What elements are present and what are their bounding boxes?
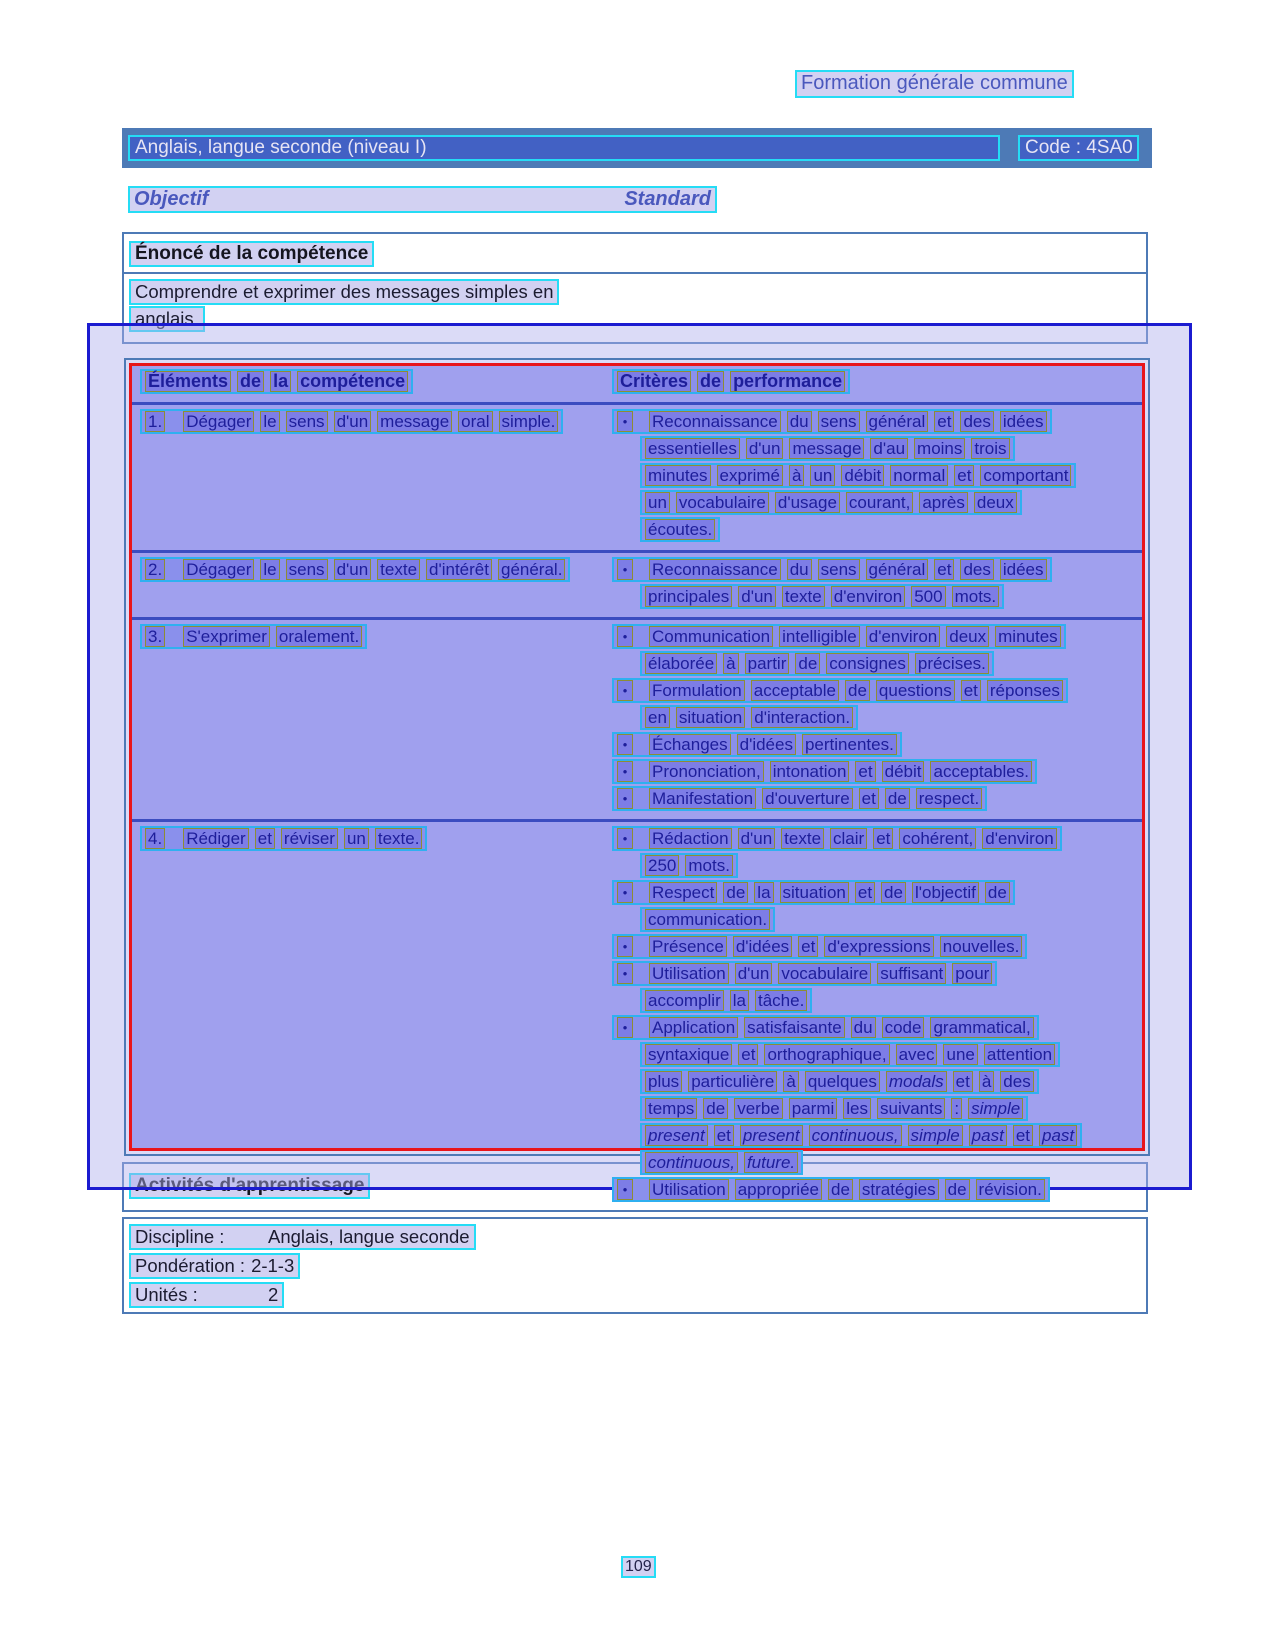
ocr-word: d'environ (982, 828, 1056, 849)
objectif-heading: Objectif (134, 188, 209, 210)
activites-field-row (129, 1224, 1141, 1250)
ocr-word: de (985, 882, 1010, 903)
enonce-line-row (129, 279, 1141, 306)
ocr-word: nouvelles. (940, 936, 1023, 957)
criteria-line (612, 624, 1066, 649)
activites-detail-box (122, 1217, 1148, 1314)
ocr-word: Dégager (183, 411, 254, 432)
ocr-word: syntaxique (645, 1044, 732, 1065)
course-code: Code : 4SA0 (1018, 135, 1139, 161)
ocr-word: Formulation (649, 680, 745, 701)
ocr-word: acceptables. (930, 761, 1031, 782)
criteria-line (640, 1123, 1082, 1148)
ocr-word: à (789, 465, 804, 486)
ocr-word: et (934, 559, 954, 580)
bullet-icon: • (617, 936, 633, 957)
ocr-word: performance (730, 371, 845, 392)
criteria-line (612, 880, 1015, 905)
ocr-word: quelques (805, 1071, 880, 1092)
ocr-word: suffisant (877, 963, 946, 984)
ocr-word: Application (649, 1017, 738, 1038)
ocr-word: en (645, 707, 670, 728)
ocr-word: Reconnaissance (649, 559, 781, 580)
ocr-word: temps (645, 1098, 697, 1119)
ocr-word: Présence (649, 936, 727, 957)
ocr-word: moins (914, 438, 965, 459)
ocr-word: situation (676, 707, 745, 728)
ocr-word: pertinentes. (802, 734, 897, 755)
criteria-line (640, 988, 812, 1013)
ocr-word: stratégies (859, 1179, 939, 1200)
ocr-word: de (945, 1179, 970, 1200)
table-header-row (132, 366, 1142, 405)
ocr-word: sens (286, 411, 328, 432)
criteria-line (612, 557, 1052, 582)
criteria-line (640, 436, 1015, 461)
ocr-word: Respect (649, 882, 717, 903)
enonce-line: Comprendre et exprimer des messages simples en (129, 279, 559, 305)
page-number: 109 (621, 1556, 656, 1578)
ocr-word: simple (908, 1125, 963, 1146)
ocr-word: révision. (976, 1179, 1045, 1200)
ocr-word: Utilisation (649, 1179, 729, 1200)
ocr-word: partir (745, 653, 790, 674)
criteria-line (612, 732, 902, 757)
ocr-word: de (881, 882, 906, 903)
ocr-word: Échanges (649, 734, 731, 755)
ocr-word: vocabulaire (778, 963, 871, 984)
ocr-word: des (960, 559, 993, 580)
ocr-word: respect. (916, 788, 982, 809)
field-value: 2-1-3 (251, 1255, 295, 1276)
criteria-cell (612, 409, 1134, 544)
ocr-word: et (855, 882, 875, 903)
criteria-line (612, 826, 1062, 851)
criteria-line (640, 1042, 1060, 1067)
ocr-word: des (960, 411, 993, 432)
ocr-word: après (919, 492, 968, 513)
ocr-word: et (953, 1071, 973, 1092)
ocr-word: code (882, 1017, 925, 1038)
ocr-word: Rédiger (183, 828, 249, 849)
standard-heading: Standard (624, 188, 711, 210)
ocr-word: et (738, 1044, 758, 1065)
course-title: Anglais, langue seconde (niveau I) (128, 135, 1000, 161)
ocr-word: élaborée (645, 653, 717, 674)
field-value: Anglais, langue seconde (268, 1226, 470, 1247)
criteria-line (640, 1150, 803, 1175)
ocr-word: 250 (645, 855, 679, 876)
criteria-cell (612, 557, 1134, 611)
criteria-line (612, 409, 1052, 434)
element-line (140, 624, 367, 649)
element-cell (140, 826, 612, 1204)
ocr-word: texte (781, 828, 824, 849)
ocr-word: past (969, 1125, 1007, 1146)
ocr-word: attention (984, 1044, 1055, 1065)
enonce-body (124, 274, 1146, 338)
ocr-word: des (1000, 1071, 1033, 1092)
criteria-line (640, 490, 1022, 515)
ocr-word: débit (882, 761, 925, 782)
criteria-line (640, 1069, 1039, 1094)
bullet-icon: • (617, 828, 633, 849)
ocr-word: texte. (375, 828, 423, 849)
ocr-word: d'au (870, 438, 908, 459)
ocr-word: oral (458, 411, 492, 432)
criteria-line (640, 853, 738, 878)
ocr-word: réviser (281, 828, 338, 849)
criteria-line (612, 961, 997, 986)
criteria-line (640, 651, 994, 676)
ocr-word: du (787, 559, 812, 580)
ocr-word: et (714, 1125, 734, 1146)
element-line (140, 409, 563, 434)
ocr-word: d'un (746, 438, 784, 459)
ocr-word: continuous, (809, 1125, 902, 1146)
ocr-word: Reconnaissance (649, 411, 781, 432)
criteria-cell (612, 826, 1134, 1204)
ocr-word: d'idées (737, 734, 796, 755)
ocr-word: l'objectif (912, 882, 979, 903)
element-line (140, 557, 570, 582)
ocr-word: 500 (911, 586, 945, 607)
ocr-word: de (697, 371, 724, 392)
ocr-word: past (1039, 1125, 1077, 1146)
course-header-bar (122, 128, 1152, 168)
ocr-word: comportant (980, 465, 1071, 486)
ocr-word: de (828, 1179, 853, 1200)
criteria-line (612, 786, 987, 811)
ocr-word: une (943, 1044, 977, 1065)
ocr-word: réponses (987, 680, 1063, 701)
ocr-word: grammatical, (930, 1017, 1033, 1038)
ocr-word: questions (876, 680, 955, 701)
bullet-icon: • (617, 559, 633, 580)
ocr-word: Prononciation, (649, 761, 764, 782)
element-cell (140, 557, 612, 611)
ocr-word: S'exprimer (183, 626, 270, 647)
enonce-box (122, 232, 1148, 344)
field-label: Unités : (135, 1284, 198, 1305)
activites-field-row (129, 1282, 1141, 1308)
ocr-word: sens (818, 411, 860, 432)
ocr-word: accomplir (645, 990, 724, 1011)
ocr-word: mots. (685, 855, 733, 876)
ocr-word: Critères (617, 371, 691, 392)
activites-title: Activités d'apprentissage (129, 1173, 370, 1199)
ocr-word: trois (971, 438, 1009, 459)
col-header-criteres (612, 369, 850, 394)
ocr-word: du (851, 1017, 876, 1038)
field-label: Discipline : (135, 1226, 225, 1247)
ocr-word: d'un (735, 963, 773, 984)
activites-field (129, 1253, 300, 1279)
ocr-word: de (795, 653, 820, 674)
ocr-word: sens (818, 559, 860, 580)
ocr-word: un (344, 828, 369, 849)
ocr-word: principales (645, 586, 732, 607)
activites-field-row (129, 1253, 1141, 1279)
enonce-line: anglais. (129, 306, 205, 332)
ocr-word: et (961, 680, 981, 701)
enonce-title-row (124, 234, 1146, 274)
header-cell-elements (140, 369, 612, 396)
table-row (132, 553, 1142, 620)
ocr-word: d'intérêt (426, 559, 492, 580)
criteria-line (612, 1177, 1050, 1202)
ocr-word: essentielles (645, 438, 740, 459)
activites-field (129, 1282, 284, 1308)
ocr-word: de (845, 680, 870, 701)
bullet-icon: • (617, 761, 633, 782)
ocr-word: d'ouverture (762, 788, 853, 809)
ocr-word: d'usage (775, 492, 840, 513)
ocr-word: à (783, 1071, 798, 1092)
ocr-word: la (270, 371, 291, 392)
ocr-word: Rédaction (649, 828, 732, 849)
ocr-word: Manifestation (649, 788, 756, 809)
ocr-word: modals (886, 1071, 947, 1092)
ocr-word: et (1013, 1125, 1033, 1146)
item-number: 2. (145, 559, 165, 580)
bullet-icon: • (617, 963, 633, 984)
ocr-word: texte (782, 586, 825, 607)
ocr-word: clair (830, 828, 867, 849)
ocr-word: Éléments (145, 371, 231, 392)
table-row (132, 405, 1142, 553)
ocr-word: tâche. (755, 990, 807, 1011)
bullet-icon: • (617, 626, 633, 647)
ocr-word: texte (377, 559, 420, 580)
element-cell (140, 409, 612, 544)
col-header-elements (140, 369, 413, 394)
bullet-icon: • (617, 1179, 633, 1200)
ocr-word: : (951, 1098, 962, 1119)
ocr-word: present (645, 1125, 708, 1146)
ocr-word: le (260, 559, 279, 580)
objectif-standard-strip (128, 186, 717, 213)
ocr-word: la (754, 882, 773, 903)
enonce-title: Énoncé de la compétence (129, 241, 374, 267)
ocr-word: simple. (499, 411, 559, 432)
ocr-word: et (954, 465, 974, 486)
ocr-word: et (859, 788, 879, 809)
ocr-word: appropriée (735, 1179, 822, 1200)
ocr-word: et (873, 828, 893, 849)
ocr-word: normal (890, 465, 948, 486)
ocr-word: d'un (334, 411, 372, 432)
criteria-line (640, 907, 775, 932)
ocr-word: débit (841, 465, 884, 486)
ocr-word: du (787, 411, 812, 432)
ocr-word: d'environ (831, 586, 905, 607)
ocr-word: général (866, 411, 929, 432)
ocr-word: orthographique, (764, 1044, 889, 1065)
ocr-word: la (730, 990, 749, 1011)
ocr-word: verbe (734, 1098, 783, 1119)
ocr-word: et (934, 411, 954, 432)
ocr-word: exprimé (717, 465, 783, 486)
ocr-word: intonation (770, 761, 850, 782)
enonce-line-row (129, 306, 1141, 333)
ocr-word: message (377, 411, 452, 432)
ocr-word: le (260, 411, 279, 432)
ocr-word: général. (498, 559, 565, 580)
element-line (140, 826, 427, 851)
ocr-word: d'interaction. (751, 707, 853, 728)
bullet-icon: • (617, 734, 633, 755)
field-value: 2 (268, 1284, 279, 1305)
criteria-line (640, 1096, 1028, 1121)
ocr-word: present (740, 1125, 803, 1146)
bullet-icon: • (617, 1017, 633, 1038)
ocr-word: cohérent, (899, 828, 976, 849)
table-row (132, 620, 1142, 822)
ocr-word: deux (974, 492, 1017, 513)
ocr-word: précises. (915, 653, 989, 674)
table-row (132, 822, 1142, 1210)
ocr-word: particulière (688, 1071, 777, 1092)
ocr-word: idées (1000, 411, 1047, 432)
page-number-wrap (621, 1556, 656, 1578)
ocr-word: d'expressions (824, 936, 933, 957)
ocr-word: intelligible (779, 626, 860, 647)
bullet-icon: • (617, 788, 633, 809)
ocr-word: oralement. (276, 626, 362, 647)
criteria-line (640, 705, 858, 730)
ocr-word: compétence (297, 371, 408, 392)
ocr-word: pour (952, 963, 992, 984)
ocr-word: d'environ (866, 626, 940, 647)
item-number: 3. (145, 626, 165, 647)
ocr-word: parmi (789, 1098, 838, 1119)
ocr-word: d'un (738, 828, 776, 849)
ocr-word: d'un (738, 586, 776, 607)
ocr-word: simple (968, 1098, 1023, 1119)
ocr-word: un (810, 465, 835, 486)
activites-field (129, 1224, 476, 1250)
bullet-icon: • (617, 882, 633, 903)
ocr-word: idées (1000, 559, 1047, 580)
header-cell-criteres (612, 369, 1134, 396)
ocr-word: satisfaisante (744, 1017, 845, 1038)
ocr-word: et (255, 828, 275, 849)
criteria-cell (612, 624, 1134, 813)
criteria-line (640, 517, 720, 542)
ocr-word: de (237, 371, 264, 392)
criteria-line (612, 678, 1068, 703)
ocr-word: vocabulaire (676, 492, 769, 513)
criteria-line (640, 584, 1004, 609)
ocr-word: message (789, 438, 864, 459)
ocr-word: Communication (649, 626, 773, 647)
ocr-word: de (723, 882, 748, 903)
ocr-word: d'idées (733, 936, 792, 957)
element-cell (140, 624, 612, 813)
ocr-word: suivants (877, 1098, 945, 1119)
ocr-word: plus (645, 1071, 682, 1092)
ocr-word: minutes (645, 465, 711, 486)
ocr-word: un (645, 492, 670, 513)
ocr-word: Utilisation (649, 963, 729, 984)
criteria-line (612, 1015, 1039, 1040)
ocr-word: avec (896, 1044, 938, 1065)
ocr-word: écoutes. (645, 519, 715, 540)
ocr-word: deux (946, 626, 989, 647)
ocr-word: de (885, 788, 910, 809)
ocr-word: d'un (334, 559, 372, 580)
ocr-word: courant, (846, 492, 913, 513)
ocr-word: de (703, 1098, 728, 1119)
ocr-word: acceptable (751, 680, 839, 701)
ocr-word: minutes (995, 626, 1061, 647)
ocr-word: communication. (645, 909, 770, 930)
ocr-word: et (798, 936, 818, 957)
ocr-word: sens (286, 559, 328, 580)
bullet-icon: • (617, 411, 633, 432)
item-number: 4. (145, 828, 165, 849)
ocr-word: à (979, 1071, 994, 1092)
ocr-word: mots. (952, 586, 1000, 607)
bullet-icon: • (617, 680, 633, 701)
ocr-word: et (855, 761, 875, 782)
ocr-word: situation (780, 882, 849, 903)
field-label: Pondération : (135, 1255, 246, 1276)
running-head: Formation générale commune (795, 70, 1074, 98)
ocr-word: général (866, 559, 929, 580)
criteria-line (612, 759, 1037, 784)
ocr-word: Dégager (183, 559, 254, 580)
ocr-word: à (723, 653, 738, 674)
ocr-word: future. (744, 1152, 798, 1173)
criteria-line (612, 934, 1027, 959)
ocr-word: consignes (826, 653, 909, 674)
ocr-word: continuous, (645, 1152, 738, 1173)
ocr-word: les (843, 1098, 871, 1119)
item-number: 1. (145, 411, 165, 432)
criteria-line (640, 463, 1076, 488)
